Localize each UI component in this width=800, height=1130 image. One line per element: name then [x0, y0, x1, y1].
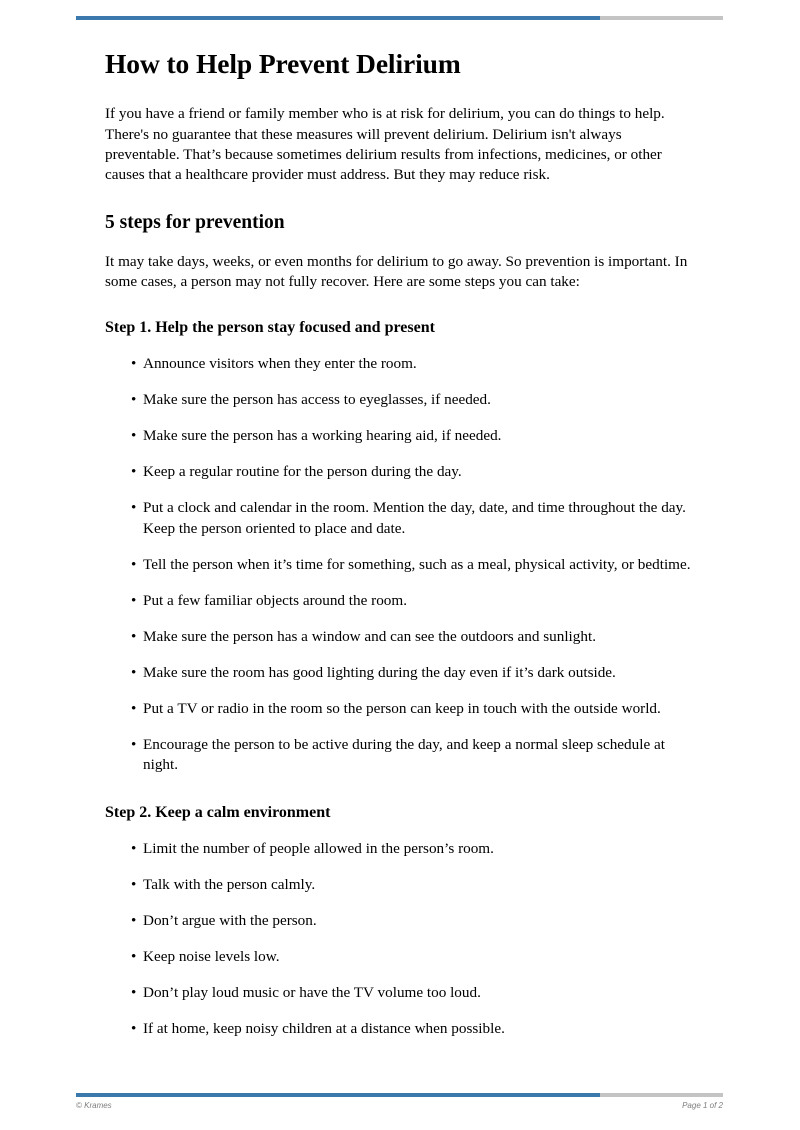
list-item-text: Put a TV or radio in the room so the person can keep in touch with the outside world. [143, 699, 661, 717]
list-item [105, 699, 697, 719]
list-item [105, 390, 697, 410]
list-item [105, 947, 697, 967]
list-item [105, 983, 697, 1003]
list-item-text: Keep a regular routine for the person during the day. [143, 463, 462, 481]
step-heading-1: Step 1. Help the person stay focused and present [105, 319, 435, 337]
step-heading-2: Step 2. Keep a calm environment [105, 804, 331, 822]
intro-paragraph: If you have a friend or family member who is at risk for delirium, you can do things to help. There's no guarantee that these measures will prevent delirium. Delirium isn't always preventable. That’s because sometimes delirium results from infections, medicines, or other causes that a healthcare provider must address. But they may reduce risk. [105, 105, 665, 183]
bullet-icon: • [131, 912, 137, 930]
bullet-icon: • [131, 984, 137, 1002]
bullet-icon: • [131, 1020, 137, 1038]
list-item-text: Don’t play loud music or have the TV volume too loud. [143, 984, 481, 1002]
bullet-icon: • [131, 355, 137, 373]
footer-copyright: © Krames [76, 1101, 112, 1110]
list-item-text: Put a few familiar objects around the room. [143, 591, 408, 609]
list-item-text: Announce visitors when they enter the room. [143, 355, 417, 373]
list-item [105, 498, 697, 538]
list-item-text: Make sure the person has access to eyeglasses, if needed. [143, 391, 491, 409]
footer-page-number: Page 1 of 2 [682, 1101, 723, 1110]
list-item-text: Limit the number of people allowed in the person’s room. [143, 840, 494, 858]
section-intro-paragraph: It may take days, weeks, or even months for delirium to go away. So prevention is important. In some cases, a person may not fully recover. Here are some steps you can take: [105, 253, 688, 291]
list-item-text: Put a clock and calendar in the room. Mention the day, date, and time throughout the day. Keep the person oriented to place and date. [143, 499, 686, 537]
list-item-text: Tell the person when it’s time for something, such as a meal, physical activity, or bedtime. [143, 555, 691, 573]
list-item [105, 462, 697, 482]
bullet-icon: • [131, 463, 137, 481]
list-item [105, 354, 697, 374]
bullet-icon: • [131, 735, 137, 753]
bullet-icon: • [131, 391, 137, 409]
list-item-text: Make sure the person has a window and can see the outdoors and sunlight. [143, 627, 596, 645]
intro-paragraph-block [105, 104, 697, 184]
footer-rule-blue-segment [76, 1093, 600, 1097]
section-heading-prevention: 5 steps for prevention [105, 211, 285, 233]
list-item-text: Make sure the person has a working hearing aid, if needed. [143, 427, 502, 445]
list-item [105, 591, 697, 611]
bullet-icon: • [131, 427, 137, 445]
page-title: How to Help Prevent Delirium [105, 48, 461, 79]
step-group-1 [105, 318, 697, 775]
bullet-icon: • [131, 627, 137, 645]
bullet-icon: • [131, 840, 137, 858]
list-item [105, 555, 697, 575]
list-item-text: Keep noise levels low. [143, 948, 280, 966]
document-content [105, 48, 697, 1067]
header-rule [76, 16, 723, 20]
header-rule-gray-segment [600, 16, 723, 20]
bullet-icon: • [131, 499, 137, 517]
list-item-text: Talk with the person calmly. [143, 876, 316, 894]
list-item-text: Don’t argue with the person. [143, 912, 317, 930]
bullet-icon: • [131, 663, 137, 681]
list-item [105, 426, 697, 446]
list-item [105, 839, 697, 859]
bullet-icon: • [131, 699, 137, 717]
step-1-bullet-list [105, 354, 697, 775]
list-item-text: Encourage the person to be active during the day, and keep a normal sleep schedule at night. [143, 735, 665, 773]
step-group-2 [105, 803, 697, 1039]
list-item [105, 875, 697, 895]
header-rule-blue-segment [76, 16, 600, 20]
bullet-icon: • [131, 948, 137, 966]
list-item-text: If at home, keep noisy children at a distance when possible. [143, 1020, 505, 1038]
list-item [105, 911, 697, 931]
bullet-icon: • [131, 555, 137, 573]
list-item [105, 1019, 697, 1039]
list-item-text: Make sure the room has good lighting during the day even if it’s dark outside. [143, 663, 616, 681]
section-intro-block [105, 252, 697, 292]
list-item [105, 627, 697, 647]
footer-rule-gray-segment [600, 1093, 723, 1097]
step-2-bullet-list [105, 839, 697, 1039]
list-item [105, 663, 697, 683]
bullet-icon: • [131, 591, 137, 609]
page-footer [76, 1101, 723, 1110]
list-item [105, 735, 697, 775]
footer-rule [76, 1093, 723, 1097]
bullet-icon: • [131, 876, 137, 894]
